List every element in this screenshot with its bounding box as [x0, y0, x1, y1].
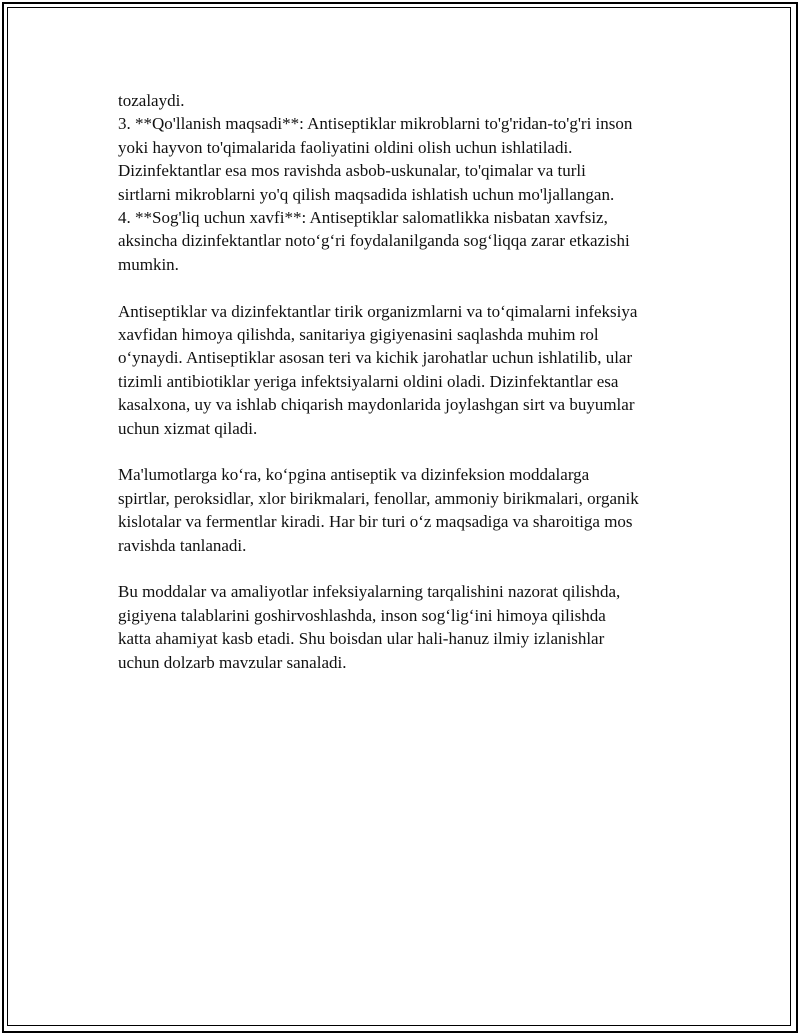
text-line: ravishda tanlanadi.: [118, 535, 247, 555]
text-line: tozalaydi.: [118, 91, 185, 110]
paragraph-1: [118, 89, 698, 276]
text-line: 4. **Sog'liq uchun xavfi**: Antiseptiklar salomatlikka nisbatan xavfsiz,: [118, 208, 608, 228]
text-line: spirtlar, peroksidlar, xlor birikmalari, fenollar, ammoniy birikmalari, organik: [118, 488, 639, 508]
text-line: mumkin.: [118, 254, 179, 274]
text-line: gigiyena talablarini goshirvoshlashda, inson sog‘lig‘ini himoya qilishda: [118, 605, 606, 625]
text-line: kasalxona, uy va ishlab chiqarish maydonlarida joylashgan sirt va buyumlar: [118, 395, 635, 415]
text-line: yoki hayvon to'qimalarida faoliyatini oldini olish uchun ishlatiladi.: [118, 137, 573, 157]
paragraph-spacer: [118, 276, 698, 299]
paragraph-4: [118, 580, 698, 674]
text-line: Bu moddalar va amaliyotlar infeksiyalarning tarqalishini nazorat qilishda,: [118, 582, 621, 602]
text-line: 3. **Qo'llanish maqsadi**: Antiseptiklar mikroblarni to'g'ridan-to'g'ri inson: [118, 114, 633, 134]
text-line: uchun dolzarb mavzular sanaladi.: [118, 652, 347, 672]
text-line: kislotalar va fermentlar kiradi. Har bir turi o‘z maqsadiga va sharoitiga mos: [118, 512, 633, 532]
text-line: uchun xizmat qiladi.: [118, 418, 258, 438]
paragraph-spacer: [118, 440, 698, 463]
text-line: tizimli antibiotiklar yeriga infektsiyalarni oldini oladi. Dizinfektantlar esa: [118, 371, 619, 391]
text-line: katta ahamiyat kasb etadi. Shu boisdan ular hali-hanuz ilmiy izlanishlar: [118, 629, 605, 649]
document-body: [118, 89, 698, 674]
text-line: Ma'lumotlarga ko‘ra, ko‘pgina antiseptik va dizinfeksion moddalarga: [118, 465, 590, 485]
paragraph-2: [118, 300, 698, 440]
paragraph-spacer: [118, 557, 698, 580]
paragraph-3: [118, 463, 698, 557]
text-line: sirtlarni mikroblarni yo'q qilish maqsadida ishlatish uchun mo'ljallangan.: [118, 184, 615, 204]
text-line: aksincha dizinfektantlar noto‘g‘ri foydalanilganda sog‘liqqa zarar etkazishi: [118, 231, 630, 251]
text-line: xavfidan himoya qilishda, sanitariya gigiyenasini saqlashda muhim rol: [118, 325, 599, 345]
text-line: o‘ynaydi. Antiseptiklar asosan teri va kichik jarohatlar uchun ishlatilib, ular: [118, 348, 633, 368]
text-line: Antiseptiklar va dizinfektantlar tirik organizmlarni va to‘qimalarni infeksiya: [118, 301, 638, 321]
text-line: Dizinfektantlar esa mos ravishda asbob-uskunalar, to'qimalar va turli: [118, 161, 586, 181]
